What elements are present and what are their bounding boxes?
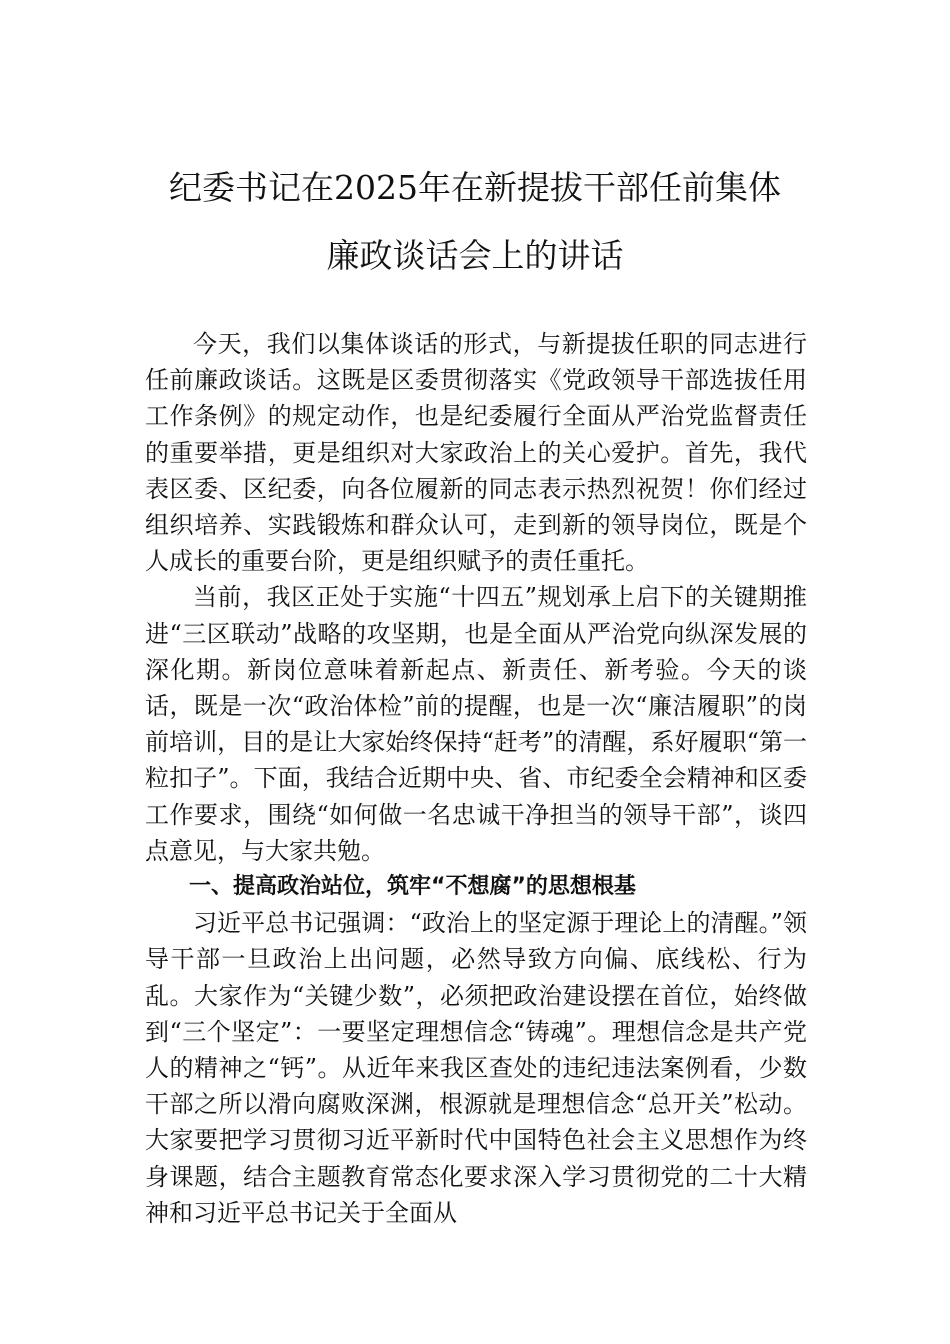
body-paragraph-intro: 今天，我们以集体谈话的形式，与新提拔任职的同志进行任前廉政谈话。这既是区委贯彻落实《党政领导干部选拔任用工作条例》的规定动作，也是纪委履行全面从严治党监督责任的重要举措，更是组织对大家政治上的关心爱护。首先，我代表区委、区纪委，向各位履新的同志表示热烈祝贺！你们经过组织培养、实践锻炼和群众认可，走到新的领导岗位，既是个人成长的重要台阶，更是组织赋予的责任重托。 bbox=[145, 330, 807, 576]
document-body bbox=[145, 326, 807, 1231]
document-title-line-1: 纪委书记在2025年在新提拔干部任前集体 bbox=[169, 168, 781, 207]
section-1-paragraph: 习近平总书记强调：“政治上的坚定源于理论上的清醒。”领导干部一旦政治上出问题，必然导致方向偏、底线松、行为乱。大家作为“关键少数”，必须把政治建设摆在首位，始终做到“三个坚定”：一要坚定理想信念“铸魂”。理想信念是共产党人的精神之“钙”。从近年来我区查处的违纪违法案例看，少数干部之所以滑向腐败深渊，根源就是理想信念“总开关”松动。大家要把学习贯彻习近平新时代中国特色社会主义思想作为终身课题，结合主题教育常态化要求深入学习贯彻党的二十大精神和习近平总书记关于全面从 bbox=[145, 909, 807, 1227]
body-paragraph-context: 当前，我区正处于实施“十四五”规划承上启下的关键期推进“三区联动”战略的攻坚期，也是全面从严治党向纵深发展的深化期。新岗位意味着新起点、新责任、新考验。今天的谈话，既是一次“政治体检”前的提醒，也是一次“廉洁履职”的岗前培训，目的是让大家始终保持“赶考”的清醒，系好履职“第一粒扣子”。下面，我结合近期中央、省、市纪委全会精神和区委工作要求，围绕“如何做一名忠诚干净担当的领导干部”，谈四点意见，与大家共勉。 bbox=[145, 583, 807, 865]
section-heading-1: 一、提高政治站位，筑牢“不想腐”的思想根基 bbox=[189, 874, 636, 900]
document-title-line-2: 廉政谈话会上的讲话 bbox=[326, 236, 624, 275]
